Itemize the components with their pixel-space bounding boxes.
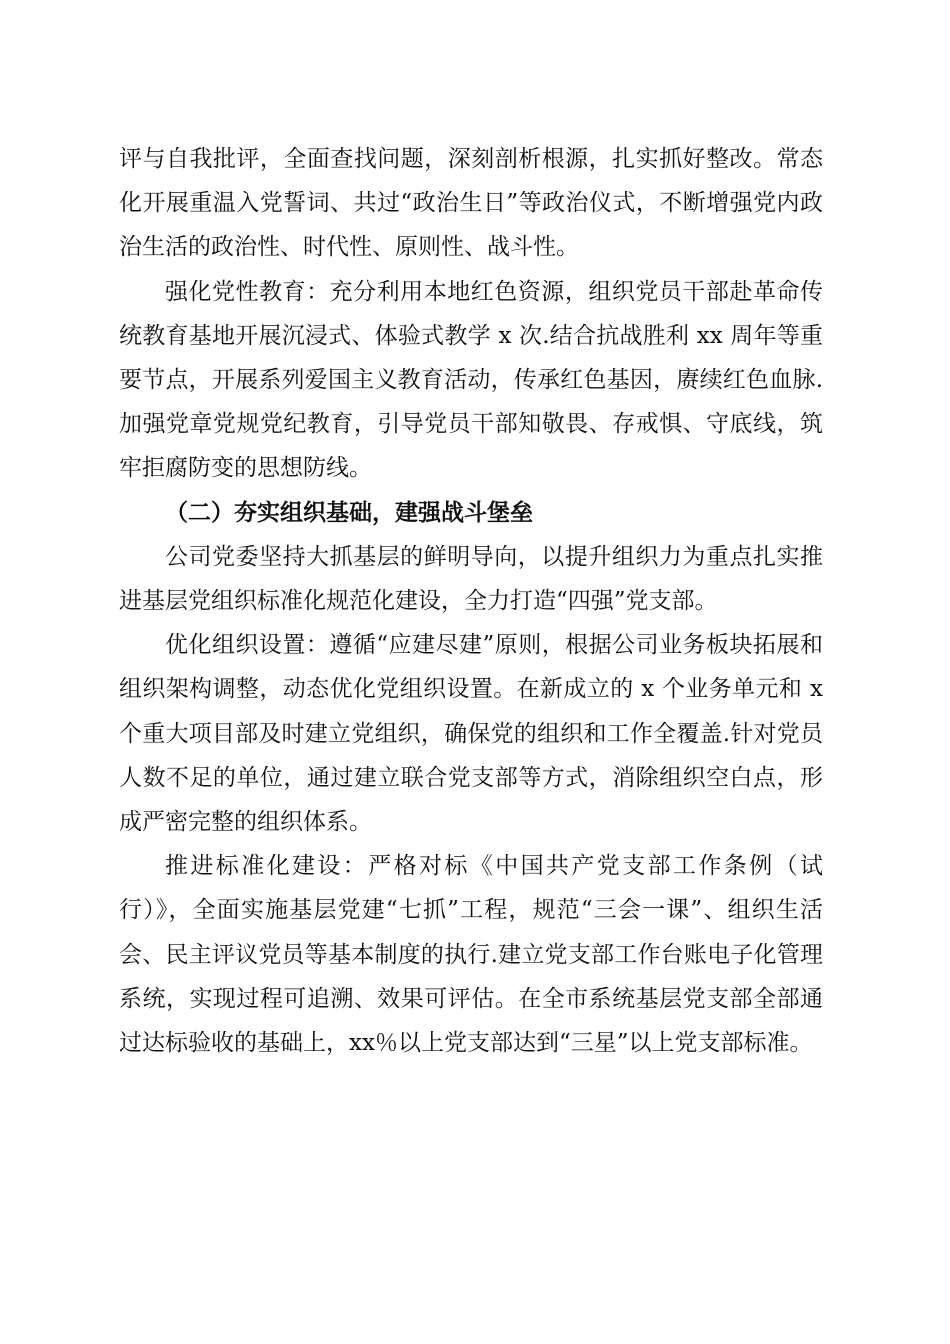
paragraph-grassroots-intro: 公司党委坚持大抓基层的鲜明导向，以提升组织力为重点扎实推进基层党组织标准化规范化建设，全力打造“四强”党支部。: [119, 543, 823, 615]
section-heading: （二）夯实组织基础，建强战斗堡垒: [165, 498, 533, 526]
paragraph-standardization: 推进标准化建设：严格对标《中国共产党支部工作条例（试行）》，全面实施基层党建“七抓”工程，规范“三会一课”、组织生活会、民主评议党员等基本制度的执行.建立党支部工作台账电子化管理系统，实现过程可追溯、效果可评估。在全市系统基层党支部全部通过达标验收的基础上，xx％以上党支部达到“三星”以上党支部标准。: [119, 853, 823, 1057]
paragraph-party-spirit-education: 强化党性教育：充分利用本地红色资源，组织党员干部赴革命传统教育基地开展沉浸式、体验式教学 x 次.结合抗战胜利 xx 周年等重要节点，开展系列爱国主义教育活动，传承红色基因，赓续红色血脉.加强党章党规党纪教育，引导党员干部知敬畏、存戒惧、守底线，筑牢拒腐防变的思想防线。: [119, 278, 823, 482]
paragraph-optimize-organization: 优化组织设置：遵循“应建尽建”原则，根据公司业务板块拓展和组织架构调整，动态优化党组织设置。在新成立的 x 个业务单元和 x 个重大项目部及时建立党组织，确保党的组织和工作全覆盖.针对党员人数不足的单位，通过建立联合党支部等方式，消除组织空白点，形成严密完整的组织体系。: [119, 632, 823, 836]
document-body: [119, 137, 823, 1065]
paragraph-continuation: 评与自我批评，全面查找问题，深刻剖析根源，扎实抓好整改。常态化开展重温入党誓词、共过“政治生日”等政治仪式，不断增强党内政治生活的政治性、时代性、原则性、战斗性。: [119, 146, 823, 261]
